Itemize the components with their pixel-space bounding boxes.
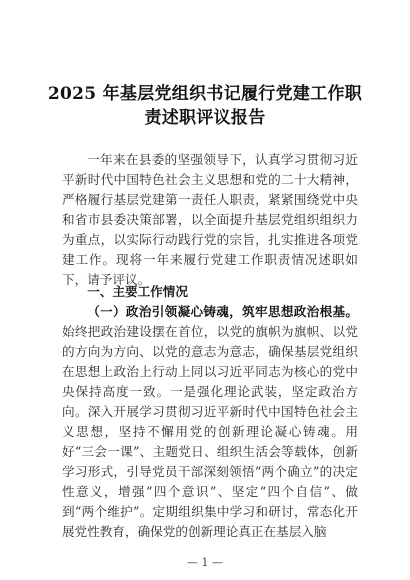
page-number: — 1 — (187, 556, 223, 569)
title-line-2: 责述职评议报告 (144, 108, 266, 128)
subsection-paragraph (62, 302, 358, 542)
subsection-body: 始终把政治建设摆在首位，以党的旗帜为旗帜、以党的方向为方向、以党的意志为意志，确保基层党组织在思想上政治上行动上同以习近平同志为核心的党中央保持高度一致。一是强化理论武装，坚定政治方向。深入开展学习贯彻习近平新时代中国特色社会主义思想，坚持不懈用党的创新理论凝心铸魂。用好“三会一课”、主题党日、组织生活会等载体，创新学习形式，引导党员干部深刻领悟“两个确立”的决定性意义，增强“四个意识”、坚定“四个自信”、做到“两个维护”。定期组织集中学习和研讨，常态化开展党性教育，确保党的创新理论真正在基层入脑 (62, 324, 358, 539)
document-title (40, 82, 370, 130)
subsection-lead: （一）政治引领凝心铸魂，筑牢思想政治根基。 (87, 304, 358, 319)
section-heading: 一、主要工作情况 (87, 284, 188, 299)
title-line-1: 2025 年基层党组织书记履行党建工作职 (47, 84, 363, 104)
intro-paragraph: 一年来在县委的坚强领导下，认真学习贯彻习近平新时代中国特色社会主义思想和党的二十大精神，严格履行基层党建第一责任人职责，紧紧围绕党中央和省市县委决策部署，以全面提升基层党组织组织力为重点，以实际行动践行党的宗旨，扎实推进各项党建工作。现将一年来履行党建工作职责情况述职如下，请予评议。 (62, 152, 358, 287)
